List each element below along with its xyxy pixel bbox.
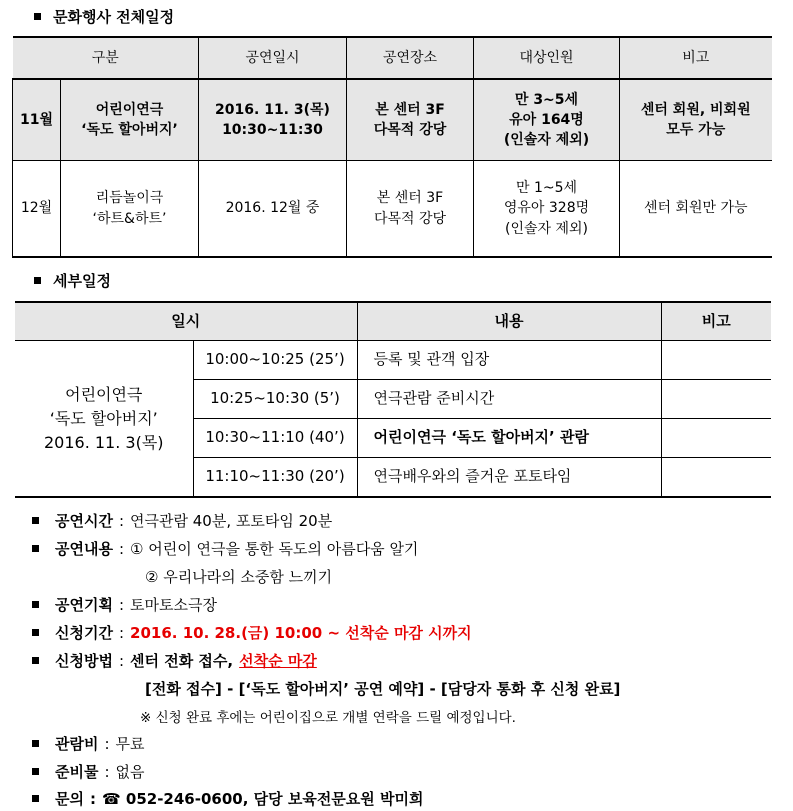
target-cell: 만 3~5세 유아 164명 (인솔자 제외) <box>474 79 620 161</box>
info-duration: 공연시간 : 연극관람 40분, 포토타임 20분 <box>32 510 332 531</box>
header-content: 내용 <box>357 302 661 341</box>
note-cell <box>661 419 771 458</box>
square-bullet-icon <box>32 768 39 775</box>
month-cell: 12월 <box>13 161 61 258</box>
time-cell: 11:10~11:30 (20’) <box>193 458 357 498</box>
target-cell: 만 1~5세 영유아 328명 (인솔자 제외) <box>474 161 620 258</box>
header-category: 구분 <box>13 37 199 79</box>
date-cell: 2016. 11. 3(목) 10:30~11:30 <box>199 79 347 161</box>
info-method-steps: [전화 접수] - [‘독도 할아버지’ 공연 예약] - [담당자 통화 후 신청 완료] <box>145 680 621 698</box>
detail-heading: 세부일정 <box>34 270 111 291</box>
header-target: 대상인원 <box>474 37 620 79</box>
square-bullet-icon <box>32 657 39 664</box>
header-note: 비고 <box>661 302 771 341</box>
venue-cell: 본 센터 3F 다목적 강당 <box>347 161 474 258</box>
square-bullet-icon <box>34 277 41 284</box>
info-content: 공연내용 : ① 어린이 연극을 통한 독도의 아름다움 알기 <box>32 538 418 559</box>
content-cell: 등록 및 관객 입장 <box>357 341 661 380</box>
note-cell <box>661 341 771 380</box>
full-schedule-table <box>12 36 772 258</box>
square-bullet-icon <box>32 629 39 636</box>
square-bullet-icon <box>32 517 39 524</box>
info-contact: 문의 : ☎ 052-246-0600, 담당 보육전문요원 박미희 <box>32 788 423 809</box>
venue-cell: 본 센터 3F 다목적 강당 <box>347 79 474 161</box>
table-row <box>13 79 772 161</box>
square-bullet-icon <box>32 601 39 608</box>
time-cell: 10:30~11:10 (40’) <box>193 419 357 458</box>
square-bullet-icon <box>32 740 39 747</box>
square-bullet-icon <box>34 13 41 20</box>
event-cell: 어린이연극 ‘독도 할아버지’ 2016. 11. 3(목) <box>15 341 193 498</box>
table-header-row <box>13 37 772 79</box>
header-venue: 공연장소 <box>347 37 474 79</box>
note-cell: 센터 회원만 가능 <box>620 161 772 258</box>
detail-schedule-table <box>15 301 771 498</box>
date-cell: 2016. 12월 중 <box>199 161 347 258</box>
header-datetime: 공연일시 <box>199 37 347 79</box>
content-cell: 어린이연극 ‘독도 할아버지’ 관람 <box>357 419 661 458</box>
table-header-row <box>15 302 771 341</box>
header-note: 비고 <box>620 37 772 79</box>
info-content-item2: ② 우리나라의 소중함 느끼기 <box>145 568 333 586</box>
table-row <box>15 341 771 380</box>
info-method-note: ※ 신청 완료 후에는 어린이집으로 개별 연락을 드릴 예정입니다. <box>140 710 516 726</box>
square-bullet-icon <box>32 545 39 552</box>
content-cell: 연극관람 준비시간 <box>357 380 661 419</box>
info-planner: 공연기획 : 토마토소극장 <box>32 594 217 615</box>
header-datetime: 일시 <box>15 302 357 341</box>
contact-value: ☎ 052-246-0600, 담당 보육전문요원 박미희 <box>101 790 424 808</box>
info-supplies: 준비물 : 없음 <box>32 761 145 782</box>
note-cell: 센터 회원, 비회원 모두 가능 <box>620 79 772 161</box>
info-period: 신청기간 : 2016. 10. 28.(금) 10:00 ~ 선착순 마감 시까지 <box>32 622 472 643</box>
info-fee: 관람비 : 무료 <box>32 733 145 754</box>
note-cell <box>661 458 771 498</box>
time-cell: 10:00~10:25 (25’) <box>193 341 357 380</box>
table-row <box>13 161 772 258</box>
schedule-heading: 문화행사 전체일정 <box>34 6 174 27</box>
info-method: 신청방법 : 센터 전화 접수, 선착순 마감 <box>32 650 317 671</box>
title-cell: 리듬놀이극 ‘하트&하트’ <box>61 161 199 258</box>
time-cell: 10:25~10:30 (5’) <box>193 380 357 419</box>
content-cell: 연극배우와의 즐거운 포토타임 <box>357 458 661 498</box>
note-cell <box>661 380 771 419</box>
square-bullet-icon <box>32 795 39 802</box>
month-cell: 11월 <box>13 79 61 161</box>
title-cell: 어린이연극 ‘독도 할아버지’ <box>61 79 199 161</box>
